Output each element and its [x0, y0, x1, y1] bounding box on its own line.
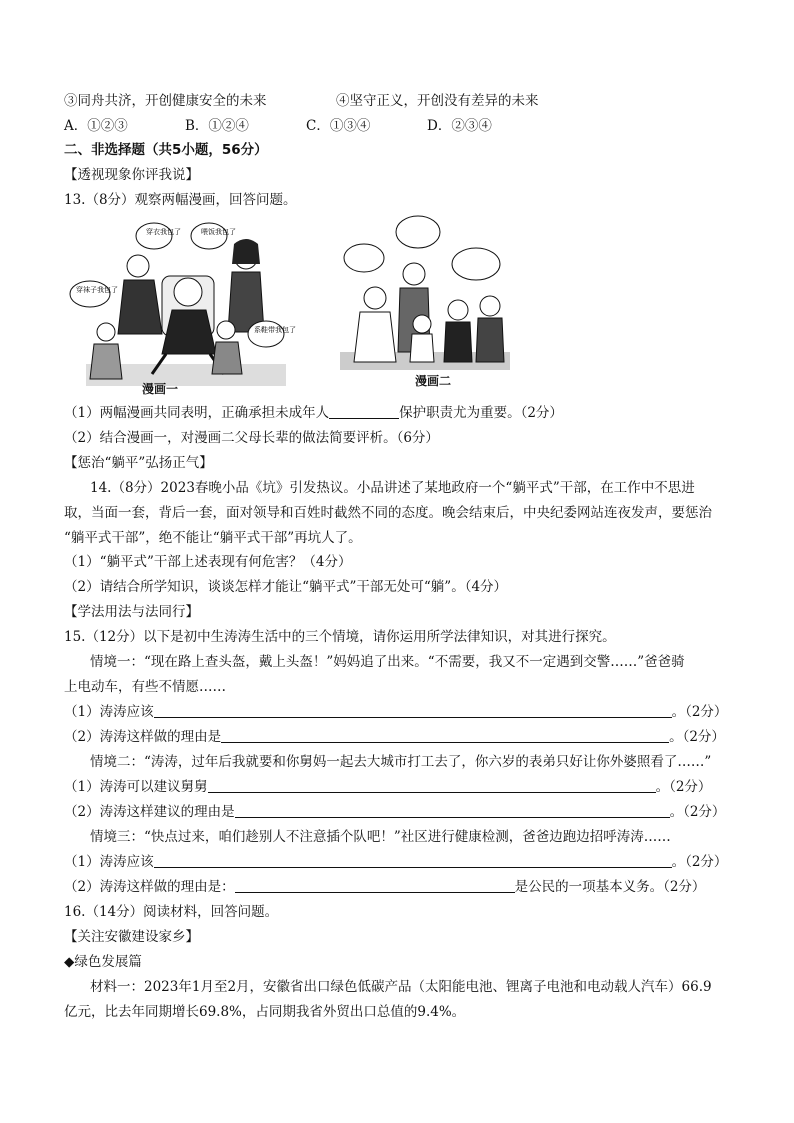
comic-one-bubble-3: 穿袜子我包了	[76, 286, 118, 294]
q14-line-2: 取，当面一套，背后一套，面对领导和百姓时截然不同的态度。晚会结束后，中央纪委网站连夜发声，要惩治	[64, 505, 712, 521]
q15-s2-q1-blank[interactable]	[208, 777, 656, 793]
q16-material-1-line-2: 亿元，比去年同期增长69.8%，占同期我省外贸出口总值的9.4%。	[64, 1004, 466, 1020]
q15-s3-q2	[64, 877, 705, 897]
q12-options	[64, 116, 548, 136]
q15-s1-q1-score: 。（2分）	[671, 704, 728, 720]
q15-s2-q1-label: （1）涛涛可以建议舅舅	[64, 779, 208, 795]
q12-option-a: A．①②③	[64, 118, 128, 134]
q15-s1-q2-score: 。（2分）	[669, 729, 725, 745]
q15-s2-q2-blank[interactable]	[235, 802, 670, 818]
q13-sub1-text-b: 保护职责尤为重要。（2分）	[399, 405, 563, 421]
q15-s2-q2-label: （2）涛涛这样建议的理由是	[64, 804, 235, 820]
comic-two-caption: 漫画二	[415, 374, 452, 388]
q16-stem: 16.（14分）阅读材料，回答问题。	[64, 904, 279, 920]
q15-s3-q2-tail: 是公民的一项基本义务。（2分）	[514, 879, 706, 895]
q13-sub1-text-a: （1）两幅漫画共同表明，正确承担未成年人	[64, 405, 330, 421]
q15-s2-q2	[64, 802, 725, 822]
group-heading-2: 【惩治“躺平”弘扬正气】	[64, 455, 213, 471]
q13-sub1	[64, 403, 563, 423]
q13-sub2: （2）结合漫画一，对漫画二父母长辈的做法简要评析。（6分）	[64, 430, 439, 446]
q12-option-d: D．②③④	[427, 118, 492, 134]
q15-s1-q1-blank[interactable]	[154, 702, 672, 718]
q15-s1-q2	[64, 727, 725, 747]
q14-line-1: 14.（8分）2023春晚小品《坑》引发热议。小品讲述了某地政府一个“躺平式”干部，在工作中不思进	[90, 480, 695, 496]
q15-s1-q2-label: （2）涛涛这样做的理由是	[64, 729, 222, 745]
q15-scenario-3-line: 情境三：“快点过来，咱们趁别人不注意插个队吧！”社区进行健康检测，爸爸边跑边招呼涛涛……	[90, 829, 671, 845]
q12-item3: ③同舟共济，开创健康安全的未来	[64, 93, 267, 109]
q16-group-heading: 【关注安徽建设家乡】	[64, 929, 199, 945]
q15-s1-q2-blank[interactable]	[221, 727, 669, 743]
q13-sub1-blank[interactable]	[329, 403, 399, 419]
q16-part-heading: ◆绿色发展篇	[64, 954, 142, 970]
q15-s3-q1-score: 。（2分）	[671, 854, 728, 870]
q14-sub1: （1）“躺平式”干部上述表现有何危害？（4分）	[64, 554, 352, 570]
comic-one-bubble-4: 系鞋带我包了	[254, 326, 296, 334]
q15-stem: 15.（12分）以下是初中生涛涛生活中的三个情境，请你运用所学法律知识，对其进行探究。	[64, 629, 616, 645]
q14-line-3: “躺平式干部”，绝不能让“躺平式干部”再坑人了。	[64, 530, 362, 546]
section-title: 二、非选择题（共5小题，56分）	[64, 142, 268, 158]
q15-s3-q1	[64, 852, 727, 872]
q15-s1-q1	[64, 702, 727, 722]
q15-s1-q1-label: （1）涛涛应该	[64, 704, 154, 720]
q13-stem: 13.（8分）观察两幅漫画，回答问题。	[64, 192, 297, 208]
comic-one-bubble-1: 穿衣我包了	[146, 228, 181, 236]
group-heading-1: 【透视现象你评我说】	[64, 167, 199, 183]
comic-one-caption: 漫画一	[142, 382, 179, 396]
q14-sub2: （2）请结合所学知识，谈谈怎样才能让“躺平式”干部无处可“躺”。（4分）	[64, 579, 508, 595]
q16-material-1-line-1: 材料一：2023年1月至2月，安徽省出口绿色低碳产品（太阳能电池、锂离子电池和电动载人汽车）66.9	[90, 979, 712, 995]
comic-two-illustration	[330, 212, 520, 390]
q12-option-b: B．①②④	[185, 118, 249, 134]
comic-one-bubble-2: 喂饭我包了	[201, 228, 236, 236]
q15-s3-q2-label: （2）涛涛这样做的理由是：	[64, 879, 235, 895]
q15-s2-q2-score: 。（2分）	[669, 804, 726, 820]
q12-item4: ④坚守正义，开创没有差异的未来	[336, 93, 539, 109]
comic-one-illustration	[66, 214, 300, 398]
q15-s2-q1-score: 。（2分）	[655, 779, 712, 795]
q12-option-c: C．①③④	[306, 118, 371, 134]
q15-s3-q2-blank[interactable]	[235, 877, 515, 893]
q15-s3-q1-label: （1）涛涛应该	[64, 854, 154, 870]
q15-s3-q1-blank[interactable]	[154, 852, 672, 868]
q12-item-row	[64, 91, 539, 111]
q15-scenario-1-line-2: 上电动车，有些不情愿……	[64, 679, 226, 695]
q15-scenario-1-line-1: 情境一：“现在路上查头盔，戴上头盔！”妈妈追了出来。“不需要，我又不一定遇到交警……”爸爸骑	[90, 654, 685, 670]
q15-scenario-2-line: 情境二：“涛涛，过年后我就要和你舅妈一起去大城市打工去了，你六岁的表弟只好让你外婆照看了……”	[90, 754, 712, 770]
group-heading-3: 【学法用法与法同行】	[64, 604, 199, 620]
q15-s2-q1	[64, 777, 711, 797]
